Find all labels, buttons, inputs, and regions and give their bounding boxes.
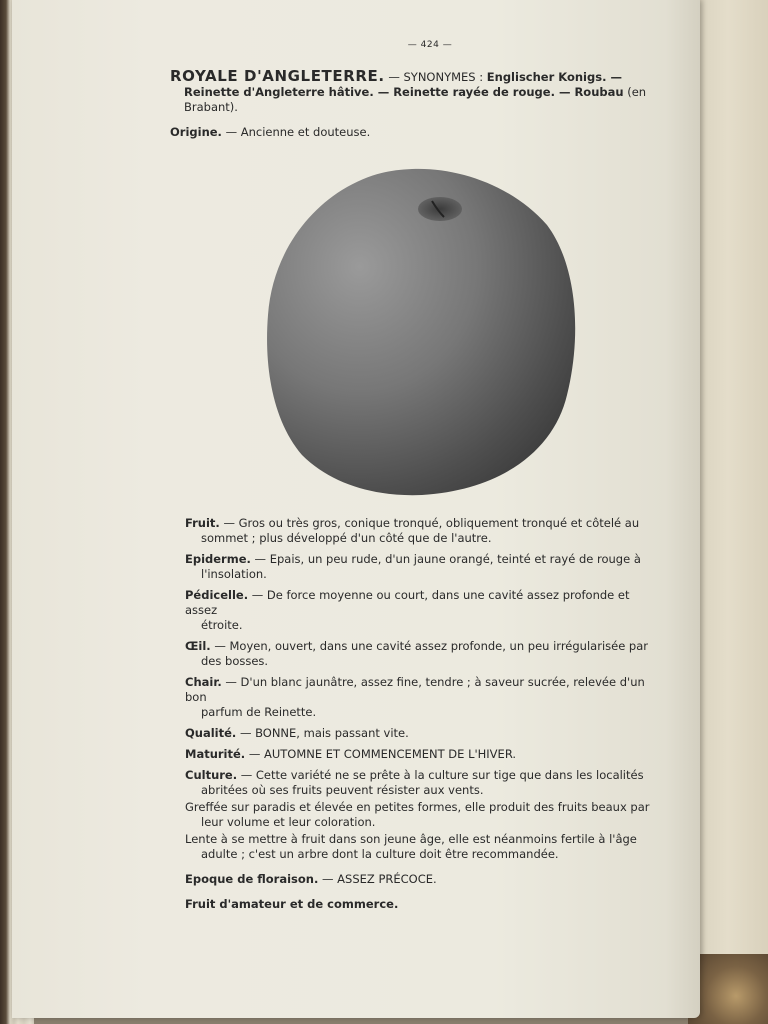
epiderme-text: — Epais, un peu rude, d'un jaune orangé, teinté et rayé de rouge à — [254, 552, 641, 566]
pedicelle-text-cont: étroite. — [201, 618, 243, 632]
culture-text-3: Greffée sur paradis et élevée en petites formes, elle produit des fruits beaux par — [185, 800, 650, 814]
epiderme-label: Epiderme. — [185, 552, 251, 566]
qualite-entry — [185, 726, 660, 741]
culture-text-5: Lente à se mettre à fruit dans son jeune âge, elle est néanmoins fertile à l'âge — [185, 832, 637, 846]
variety-title: ROYALE D'ANGLETERRE. — [170, 67, 385, 85]
oeil-label: Œil. — [185, 639, 211, 653]
qualite-label: Qualité. — [185, 726, 237, 740]
qualite-text: — BONNE, mais passant vite. — [239, 726, 409, 740]
oeil-entry — [185, 639, 660, 669]
culture-paragraph-3 — [185, 832, 660, 862]
oeil-text: — Moyen, ouvert, dans une cavité assez profonde, un peu irrégularisée par — [214, 639, 649, 653]
culture-paragraph-2 — [185, 800, 660, 830]
culture-text-6: adulte ; c'est un arbre dont la culture doit être recommandée. — [201, 847, 559, 861]
synonym-1: Englischer Konigs. — — [486, 70, 622, 84]
origine-text: — Ancienne et douteuse. — [225, 125, 371, 139]
chair-text: — D'un blanc jaunâtre, assez fine, tendre ; à saveur sucrée, relevée d'un bon — [185, 675, 645, 704]
chair-entry — [185, 675, 660, 720]
title-line — [170, 69, 650, 85]
apple-illustration-icon — [262, 165, 580, 499]
pedicelle-text: — De force moyenne ou court, dans une cavité assez profonde et assez — [185, 588, 630, 617]
floraison-entry — [185, 872, 660, 887]
floraison-text: — ASSEZ PRÉCOCE. — [322, 872, 437, 886]
epiderme-entry — [185, 552, 660, 582]
maturite-text: — AUTOMNE ET COMMENCEMENT DE L'HIVER. — [248, 747, 517, 761]
maturite-entry — [185, 747, 660, 762]
origine-label: Origine. — [170, 125, 222, 139]
fruit-label: Fruit. — [185, 516, 220, 530]
background-corner — [688, 954, 768, 1024]
page-header-section — [170, 38, 650, 147]
culture-text-1: — Cette variété ne se prête à la culture sur tige que dans les localités — [240, 768, 644, 782]
fruit-text: — Gros ou très gros, conique tronqué, obliquement tronqué et côtelé au — [223, 516, 640, 530]
page-number: — 424 — — [407, 40, 453, 50]
pedicelle-label: Pédicelle. — [185, 588, 249, 602]
footer-note: Fruit d'amateur et de commerce. — [185, 897, 399, 911]
chair-text-cont: parfum de Reinette. — [201, 705, 317, 719]
origine-entry — [170, 125, 650, 140]
culture-label: Culture. — [185, 768, 238, 782]
culture-text-4: leur volume et leur coloration. — [201, 815, 376, 829]
floraison-label: Epoque de floraison. — [185, 872, 319, 886]
maturite-label: Maturité. — [185, 747, 246, 761]
synonym-2b: (en — [627, 85, 647, 99]
synonyms-line-3: Brabant). — [184, 100, 238, 114]
synonym-2: Reinette d'Angleterre hâtive. — Reinette rayée de rouge. — Roubau — [184, 85, 624, 99]
chair-label: Chair. — [185, 675, 222, 689]
epiderme-text-cont: l'insolation. — [201, 567, 267, 581]
oeil-text-cont: des bosses. — [201, 654, 269, 668]
pedicelle-entry — [185, 588, 660, 633]
fruit-entry — [185, 516, 660, 546]
book-right-edge — [698, 0, 768, 1024]
synonyms-line-2 — [184, 85, 650, 100]
fruit-text-cont: sommet ; plus développé d'un côté que de l'autre. — [201, 531, 492, 545]
synonyms-intro: — SYNONYMES : — [388, 70, 484, 84]
culture-text-2: abritées où ses fruits peuvent résister aux vents. — [201, 783, 484, 797]
culture-entry — [185, 768, 660, 798]
description-section — [185, 516, 660, 918]
